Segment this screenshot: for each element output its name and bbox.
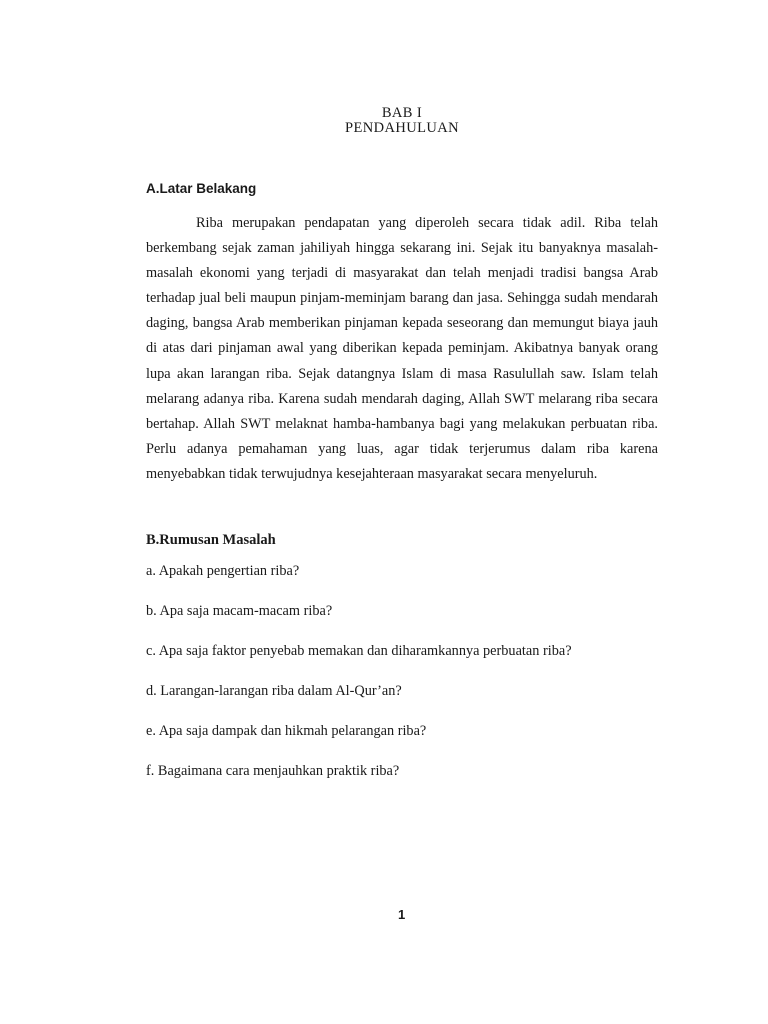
chapter-label: BAB I bbox=[381, 105, 423, 121]
background-paragraph: Riba merupakan pendapatan yang diperoleh secara tidak adil. Riba telah berkembang sejak zaman jahiliyah hingga sekarang ini. Sejak itu banyaknya masalah-masalah ekonomi yang terjadi di masyarakat dan telah menjadi tradisi bangsa Arab terhadap jual beli maupun pinjam-meminjam barang dan jasa. Sehingga sudah mendarah daging, bangsa Arab memberikan pinjaman kepada seseorang dan memungut biaya jauh di atas dari pinjaman awal yang diberikan kepada peminjam. Akibatnya banyak orang lupa akan larangan riba. Sejak datangnya Islam di masa Rasulullah saw. Islam telah melarang adanya riba. Karena sudah mendarah daging, Allah SWT melarang riba secara bertahap. Allah SWT melaknat hamba-hambanya bagi yang melakukan perbuatan riba. Perlu adanya pemahaman yang luas, agar tidak terjerumus dalam riba karena menyebabkan tidak terwujudnya kesejahteraan masyarakat secara menyeluruh. bbox=[146, 215, 658, 482]
question-item: e. Apa saja dampak dan hikmah pelarangan riba? bbox=[146, 723, 427, 739]
question-item: c. Apa saja faktor penyebab memakan dan diharamkannya perbuatan riba? bbox=[146, 643, 572, 659]
section-a-heading: A.Latar Belakang bbox=[146, 181, 257, 196]
section-b-heading: B.Rumusan Masalah bbox=[146, 532, 276, 548]
question-item: d. Larangan-larangan riba dalam Al-Qur’an? bbox=[146, 683, 402, 699]
chapter-title: PENDAHULUAN bbox=[345, 120, 459, 136]
question-item: b. Apa saja macam-macam riba? bbox=[146, 603, 333, 619]
page-number: 1 bbox=[398, 907, 406, 922]
question-item: a. Apakah pengertian riba? bbox=[146, 563, 300, 579]
question-item: f. Bagaimana cara menjauhkan praktik riba? bbox=[146, 763, 400, 779]
